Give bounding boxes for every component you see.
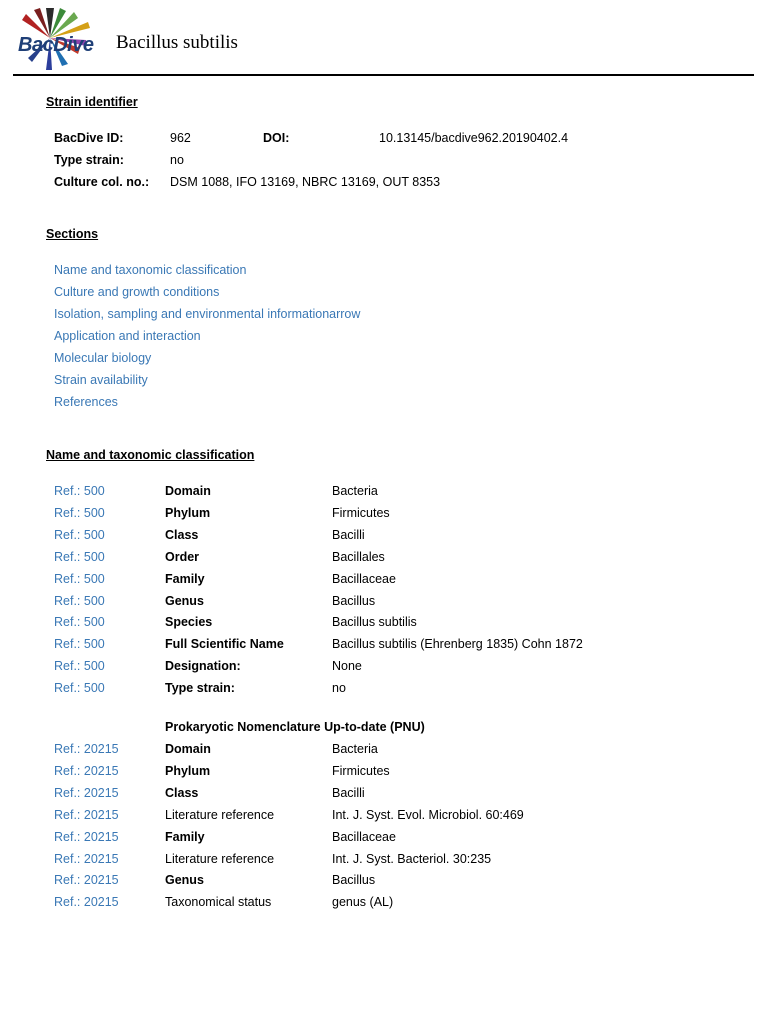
ref-link[interactable]: Ref.: 500 [54, 571, 105, 586]
section-link[interactable]: Isolation, sampling and environmental informationarrow [54, 307, 361, 321]
ref-link[interactable]: Ref.: 20215 [54, 829, 119, 844]
ref-link[interactable]: Ref.: 500 [54, 549, 105, 564]
taxonomy-label: Class [165, 785, 199, 800]
section-link[interactable]: Application and interaction [54, 329, 201, 343]
taxonomy-row [0, 528, 768, 546]
doi-label: DOI: [263, 131, 290, 145]
taxonomy-row [0, 506, 768, 524]
section-link-row [0, 395, 768, 413]
culture-col-label: Culture col. no.: [54, 175, 150, 189]
taxonomy-value: Bacillus subtilis [332, 615, 417, 630]
culture-col-value: DSM 1088, IFO 13169, NBRC 13169, OUT 8353 [170, 175, 441, 189]
taxonomy-row [0, 550, 768, 568]
ref-link[interactable]: Ref.: 500 [54, 484, 105, 498]
taxonomy-label: Family [165, 829, 205, 844]
taxonomy-value: Firmicutes [332, 763, 390, 778]
section-link[interactable]: References [54, 395, 118, 409]
section-link[interactable]: Culture and growth conditions [54, 285, 220, 299]
ref-link[interactable]: Ref.: 500 [54, 637, 105, 652]
type-strain-label: Type strain: [54, 153, 124, 167]
taxonomy-label: Literature reference [165, 807, 275, 822]
taxonomy-row [0, 873, 768, 891]
taxonomy-label: Genus [165, 873, 204, 888]
taxonomy-value: Bacteria [332, 742, 378, 756]
taxonomy-row [0, 572, 768, 590]
taxonomy-row [0, 808, 768, 826]
section-link-row [0, 373, 768, 391]
pnu-heading-row [0, 720, 768, 738]
taxonomy-row [0, 786, 768, 804]
strain-row-bacdive-id [0, 131, 768, 149]
taxonomy-row [0, 895, 768, 913]
taxonomy-label: Literature reference [165, 851, 275, 866]
pnu-heading: Prokaryotic Nomenclature Up-to-date (PNU) [165, 720, 425, 734]
section-link-row [0, 263, 768, 281]
ref-link[interactable]: Ref.: 500 [54, 659, 105, 674]
taxonomy-label: Taxonomical status [165, 895, 272, 910]
taxonomy-value: Bacillaceae [332, 829, 396, 844]
ref-link[interactable]: Ref.: 20215 [54, 895, 119, 910]
taxonomy-value: Int. J. Syst. Bacteriol. 30:235 [332, 851, 492, 866]
taxonomy-row [0, 681, 768, 699]
section-link-row [0, 351, 768, 369]
doi-value: 10.13145/bacdive962.20190402.4 [379, 131, 569, 145]
taxonomy-label: Domain [165, 742, 211, 756]
section-link[interactable]: Name and taxonomic classification [54, 263, 247, 277]
taxonomy-heading: Name and taxonomic classification [46, 448, 255, 462]
section-link-row [0, 285, 768, 303]
taxonomy-row [0, 742, 768, 760]
section-link-row [0, 307, 768, 325]
strain-identifier-heading: Strain identifier [46, 95, 138, 109]
taxonomy-label: Designation: [165, 659, 241, 674]
taxonomy-value: Int. J. Syst. Evol. Microbiol. 60:469 [332, 807, 524, 822]
ref-link[interactable]: Ref.: 20215 [54, 763, 119, 778]
page-header [14, 4, 754, 74]
taxonomy-value: Bacilli [332, 527, 365, 542]
taxonomy-row [0, 830, 768, 848]
taxonomy-row [0, 764, 768, 782]
taxonomy-row [0, 852, 768, 870]
taxonomy-value: Bacteria [332, 484, 378, 498]
taxonomy-value: Firmicutes [332, 505, 390, 520]
taxonomy-value: Bacilli [332, 785, 365, 800]
taxonomy-row [0, 637, 768, 655]
taxonomy-label: Phylum [165, 505, 211, 520]
ref-link[interactable]: Ref.: 20215 [54, 785, 119, 800]
section-link[interactable]: Molecular biology [54, 351, 152, 365]
ref-link[interactable]: Ref.: 20215 [54, 873, 119, 888]
ref-link[interactable]: Ref.: 500 [54, 681, 105, 696]
taxonomy-value: Bacillus subtilis (Ehrenberg 1835) Cohn 1872 [332, 637, 583, 652]
bacdive-id-value: 962 [170, 131, 191, 145]
taxonomy-label: Species [165, 615, 213, 630]
taxonomy-value: Bacillaceae [332, 571, 396, 586]
taxonomy-label: Domain [165, 484, 211, 498]
taxonomy-label: Family [165, 571, 205, 586]
taxonomy-row [0, 484, 768, 502]
taxonomy-label: Phylum [165, 763, 211, 778]
ref-link[interactable]: Ref.: 500 [54, 615, 105, 630]
taxonomy-label: Order [165, 549, 200, 564]
strain-row-culture [0, 175, 768, 193]
taxonomy-row [0, 659, 768, 677]
bacdive-id-label: BacDive ID: [54, 131, 124, 145]
ref-link[interactable]: Ref.: 20215 [54, 742, 119, 756]
logo-text: BacDive [18, 34, 94, 56]
taxonomy-label: Type strain: [165, 681, 235, 696]
taxonomy-label: Class [165, 527, 199, 542]
taxonomy-value: genus (AL) [332, 895, 394, 910]
bacdive-logo[interactable] [14, 4, 110, 72]
taxonomy-value: Bacillus [332, 873, 376, 888]
strain-row-type-strain [0, 153, 768, 171]
ref-link[interactable]: Ref.: 500 [54, 505, 105, 520]
type-strain-value: no [170, 153, 184, 167]
ref-link[interactable]: Ref.: 500 [54, 593, 105, 608]
taxonomy-label: Genus [165, 593, 204, 608]
section-link-row [0, 329, 768, 347]
taxonomy-value: Bacillus [332, 593, 376, 608]
section-link[interactable]: Strain availability [54, 373, 148, 387]
taxonomy-row [0, 615, 768, 633]
ref-link[interactable]: Ref.: 20215 [54, 807, 119, 822]
taxonomy-row [0, 594, 768, 612]
taxonomy-value: Bacillales [332, 549, 385, 564]
ref-link[interactable]: Ref.: 20215 [54, 851, 119, 866]
sections-heading: Sections [46, 227, 99, 241]
taxonomy-value: no [332, 681, 346, 696]
taxonomy-value: None [332, 659, 362, 674]
ref-link[interactable]: Ref.: 500 [54, 527, 105, 542]
header-divider [13, 74, 754, 76]
taxonomy-label: Full Scientific Name [165, 637, 284, 652]
page-title: Bacillus subtilis [116, 32, 238, 53]
